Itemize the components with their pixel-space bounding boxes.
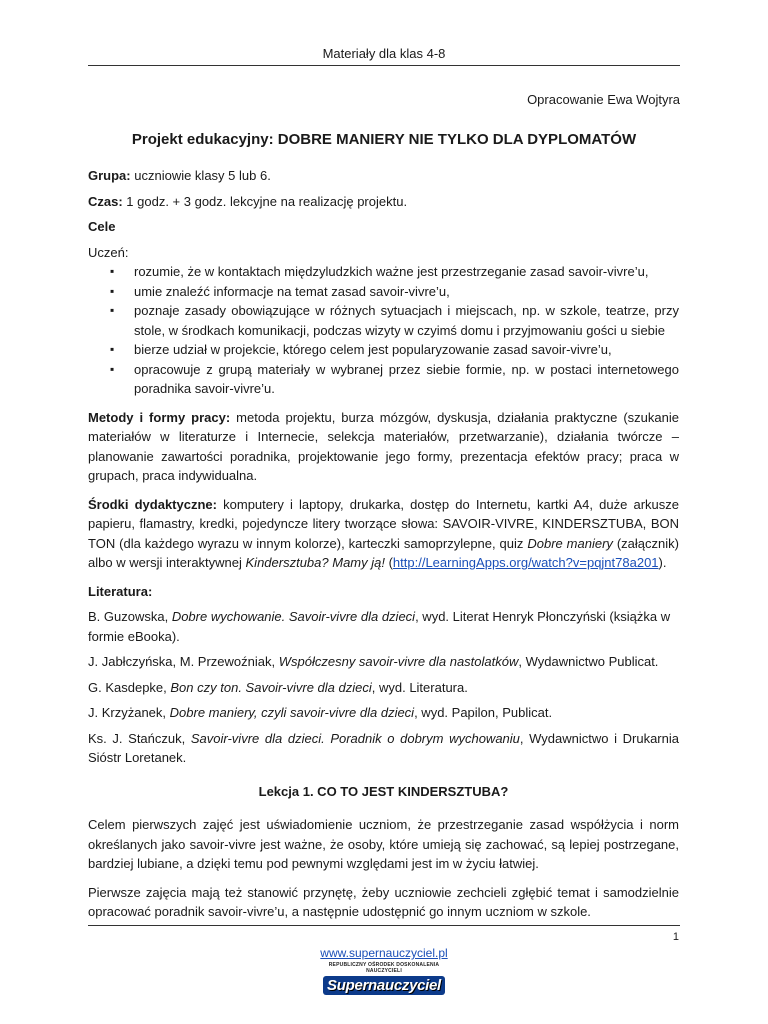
metody-label: Metody i formy pracy: (88, 409, 231, 425)
literature-author: Ks. J. Stańczuk, (88, 730, 191, 746)
metody-paragraph (88, 408, 679, 486)
literature-author: J. Krzyżanek, (88, 705, 170, 720)
goals-list (88, 262, 679, 399)
literature-title: Dobre maniery, czyli savoir-vivre dla dzieci (169, 705, 415, 720)
srodki-paragraph (88, 495, 679, 573)
website-link[interactable]: www.supernauczyciel.pl (320, 946, 448, 960)
literature-title: Savoir-vivre dla dzieci. Poradnik o dobrym wychowaniu (190, 730, 520, 746)
learningapps-link[interactable]: http://LearningApps.org/watch?v=pqjnt78a201 (392, 555, 659, 570)
literature-item (88, 607, 679, 646)
supernauczyciel-logo (323, 962, 445, 995)
goal-item: ▪ umie znaleźć informacje na temat zasad savoir-vivre’u, (134, 282, 679, 302)
interactive-quiz-title: Kindersztuba? Mamy ją! (245, 555, 385, 570)
header-title: Materiały dla klas 4-8 (322, 46, 446, 61)
footer-url (0, 946, 768, 960)
lesson-heading: Lekcja 1. CO TO JEST KINDERSZTUBA? (258, 783, 509, 799)
literature-publisher: , Wydawnictwo Publicat. (518, 654, 659, 669)
literature-author: J. Jabłczyńska, M. Przewoźniak, (88, 654, 279, 669)
metody-text: metoda projektu, burza mózgów, dyskusja, działania praktyczne (szukanie materiałów w literaturze i Internecie, selekcja materiałów, przetwarzanie), działania twórcze – planowanie zawartości poradnika, projektowanie jego formy, prezentacja efektów pracy; praca w grupach, praca indywidualna. (88, 409, 679, 483)
header-divider (88, 65, 680, 66)
document-body (88, 166, 679, 922)
czas-line (88, 192, 679, 212)
srodki-text-4: ). (658, 555, 667, 570)
literature-item (88, 729, 679, 768)
lesson-paragraph-1: Celem pierwszych zajęć jest uświadomienie uczniom, że przestrzeganie zasad współżycia i norm określanych jako savoir-vivre jest ważne, że osoby, które umieją się zachować, są lepiej postrzegane, bardziej lubiane, a dzięki temu pod pewnymi względami jest im w życiu łatwiej. (88, 817, 679, 871)
literature-title: Dobre wychowanie. Savoir-vivre dla dzieci (171, 609, 416, 624)
literature-item (88, 703, 679, 723)
logo-wordmark: Supernauczyciel (323, 976, 445, 995)
srodki-text-3: ( (384, 555, 393, 570)
page-number: 1 (672, 931, 679, 943)
author-line: Opracowanie Ewa Wojtyra (527, 92, 680, 107)
quiz-title: Dobre maniery (527, 535, 613, 551)
document-title: Projekt edukacyjny: DOBRE MANIERY NIE TYLKO DLA DYPLOMATÓW (131, 131, 637, 148)
literature-author: G. Kasdepke, (88, 679, 171, 695)
literature-title: Współczesny savoir-vivre dla nastolatków (278, 654, 519, 669)
lesson-paragraph-2: Pierwsze zajęcia mają też stanowić przynętę, żeby uczniowie zechcieli zgłębić temat i samodzielnie opracować poradnik savoir-vivre’u, a następnie udostępnić go innym uczniom w szkole. (88, 884, 679, 919)
goal-item: ▪ rozumie, że w kontaktach międzyludzkich ważne jest przestrzeganie zasad savoir-vivre’u, (134, 262, 679, 282)
literature-item (88, 678, 679, 698)
grupa-line (88, 166, 679, 186)
logo-subtitle: REPUBLICZNY OŚRODEK DOSKONALENIA NAUCZYCIELI (328, 962, 440, 974)
cele-heading: Cele (88, 219, 116, 234)
srodki-text-2: (załącznik) albo w wersji interaktywnej (88, 535, 679, 570)
literatura-heading: Literatura: (88, 583, 153, 599)
literature-publisher: , wyd. Literatura. (371, 679, 468, 695)
footer-divider (88, 925, 680, 926)
goal-item: ▪ bierze udział w projekcie, którego celem jest popularyzowanie zasad savoir-vivre’u, (134, 340, 679, 360)
literature-title: Bon czy ton. Savoir-vivre dla dzieci (170, 679, 372, 695)
goal-item: ▪ opracowuje z grupą materiały w wybranej przez siebie formie, np. w postaci internetowego poradnika savoir-vivre’u. (134, 360, 679, 399)
literature-publisher: , wyd. Papilon, Publicat. (414, 705, 553, 720)
cele-intro: Uczeń: (88, 244, 129, 260)
srodki-text-1: komputery i laptopy, drukarka, dostęp do Internetu, kartki A4, duże arkusze papieru, flamastry, kredki, pojedyncze litery tworzące słowa: SAVOIR-VIVRE, KINDERSZTUBA, BON TON (dla każdego wyrazu w innym kolorze), karteczki samoprzylepne, quiz (88, 496, 680, 551)
grupa-label: Grupa: (88, 168, 131, 183)
grupa-text: uczniowie klasy 5 lub 6. (130, 168, 271, 183)
literature-publisher: , Wydawnictwo i Drukarnia Sióstr Loretanek. (88, 730, 679, 765)
literature-item (88, 652, 679, 672)
czas-text: 1 godz. + 3 godz. lekcyjne na realizację projektu. (122, 193, 408, 209)
srodki-label: Środki dydaktyczne: (88, 496, 217, 512)
literature-publisher: , wyd. Literat Henryk Płonczyński (książka w formie eBooka). (88, 609, 671, 644)
goal-item: ▪ poznaje zasady obowiązujące w różnych sytuacjach i miejscach, np. w szkole, teatrze, przy stole, w środkach komunikacji, podczas wizyty w czyimś domu i przyjmowaniu gości u siebie (134, 301, 679, 340)
literature-author: B. Guzowska, (88, 609, 172, 624)
czas-label: Czas: (88, 193, 123, 209)
